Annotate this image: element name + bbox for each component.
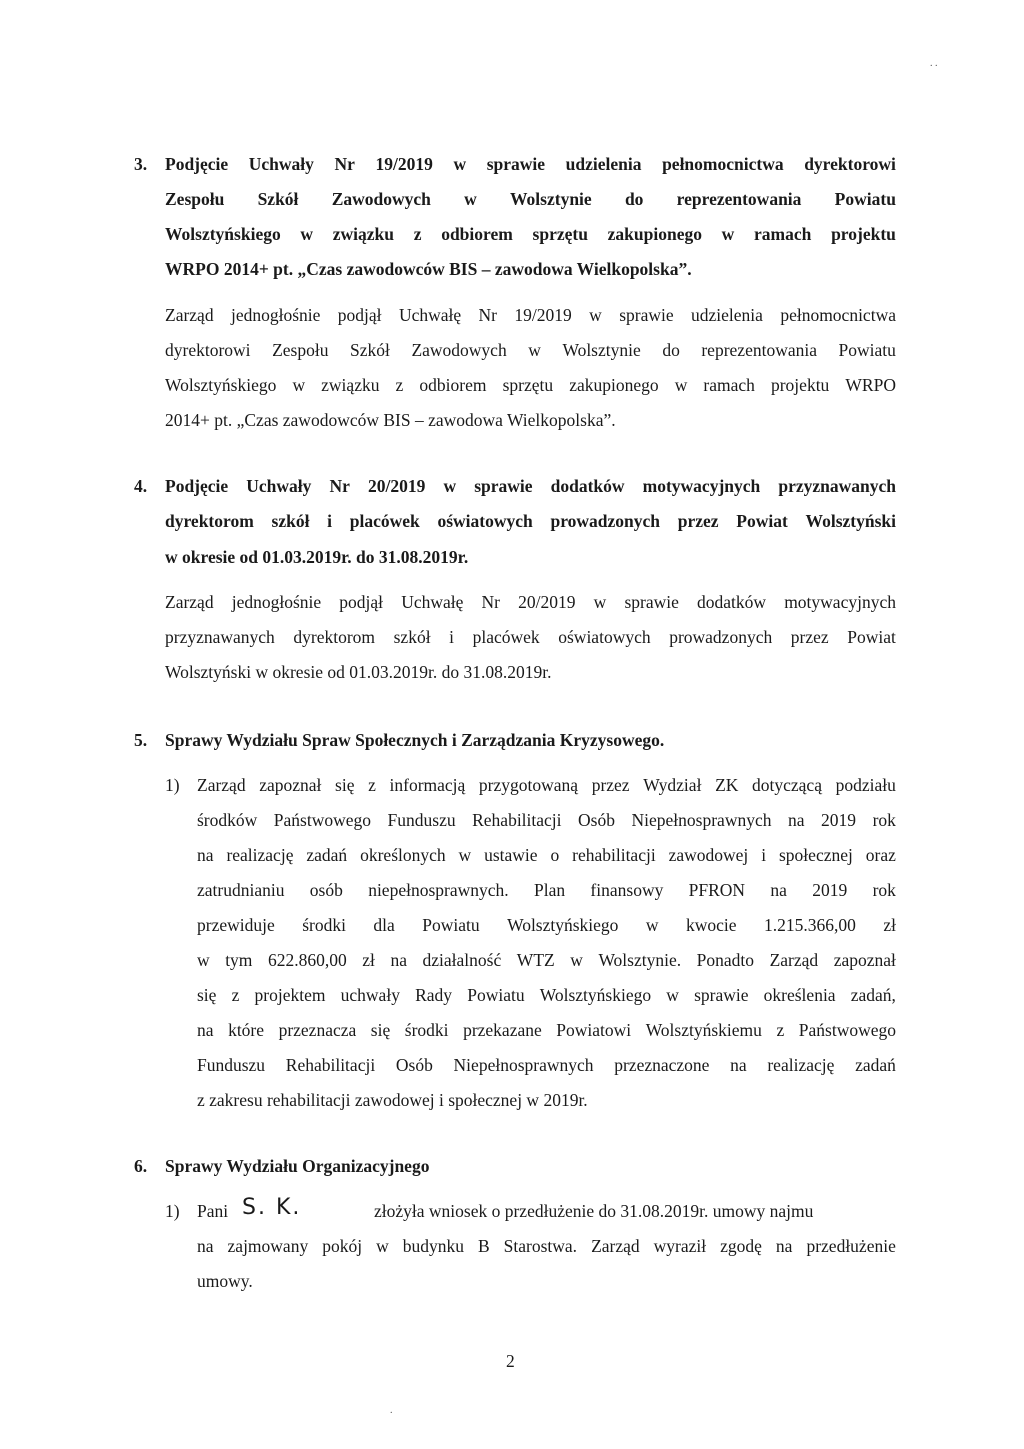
section-5-item-line: na które przeznacza się środki przekazane Powiatowi Wolsztyńskiemu z Państwowego bbox=[197, 1020, 896, 1040]
section-4-body-line: przyznawanych dyrektorom szkół i placówek oświatowych prowadzonych przez Powiat bbox=[165, 627, 896, 647]
section-4-title-line: Podjęcie Uchwały Nr 20/2019 w sprawie dodatków motywacyjnych przyznawanych bbox=[165, 476, 896, 496]
page-number: 2 bbox=[506, 1351, 515, 1371]
section-4-title-line: w okresie od 01.03.2019r. do 31.08.2019r. bbox=[165, 547, 469, 567]
section-3-body-line: dyrektorowi Zespołu Szkół Zawodowych w Wolsztynie do reprezentowania Powiatu bbox=[165, 340, 896, 360]
scan-speck: . bbox=[390, 1405, 393, 1416]
section-4-body-line: Zarząd jednogłośnie podjął Uchwałę Nr 20/2019 w sprawie dodatków motywacyjnych bbox=[165, 592, 896, 612]
section-5-item-line: środków Państwowego Funduszu Rehabilitacji Osób Niepełnosprawnych na 2019 rok bbox=[197, 810, 896, 830]
section-3-body-line: Zarząd jednogłośnie podjął Uchwałę Nr 19/2019 w sprawie udzielenia pełnomocnictwa bbox=[165, 305, 896, 325]
scan-speck: . . bbox=[930, 58, 938, 69]
section-5-item-line: się z projektem uchwały Rady Powiatu Wolsztyńskiego w sprawie określenia zadań, bbox=[197, 985, 896, 1005]
section-6-item-first-line: złożyła wniosek o przedłużenie do 31.08.2019r. umowy najmu bbox=[374, 1201, 814, 1221]
section-3-title-line: Podjęcie Uchwały Nr 19/2019 w sprawie udzielenia pełnomocnictwa dyrektorowi bbox=[165, 154, 896, 174]
section-5-title: Sprawy Wydziału Spraw Społecznych i Zarządzania Kryzysowego. bbox=[165, 730, 665, 750]
section-4-title-line: dyrektorom szkół i placówek oświatowych prowadzonych przez Powiat Wolsztyński bbox=[165, 511, 896, 531]
section-5-item-line: z zakresu rehabilitacji zawodowej i społecznej w 2019r. bbox=[197, 1090, 588, 1110]
section-5-item-line: Zarząd zapoznał się z informacją przygotowaną przez Wydział ZK dotyczącą podziału bbox=[197, 775, 896, 795]
section-6-title: Sprawy Wydziału Organizacyjnego bbox=[165, 1156, 430, 1176]
anonymized-initials: S. K. bbox=[242, 1195, 302, 1220]
section-4-number: 4. bbox=[134, 476, 148, 496]
section-5-item-line: zatrudnianiu osób niepełnosprawnych. Plan finansowy PFRON na 2019 rok bbox=[197, 880, 896, 900]
section-6-number: 6. bbox=[134, 1156, 148, 1176]
section-5-item-line: Funduszu Rehabilitacji Osób Niepełnosprawnych przeznaczone na realizację zadań bbox=[197, 1055, 896, 1075]
section-5-number: 5. bbox=[134, 730, 148, 750]
section-3-body-line: 2014+ pt. „Czas zawodowców BIS – zawodowa Wielkopolska”. bbox=[165, 410, 616, 430]
section-4-body-line: Wolsztyński w okresie od 01.03.2019r. do 31.08.2019r. bbox=[165, 662, 552, 682]
section-5-item-number: 1) bbox=[165, 775, 180, 795]
section-5-item-line: przewiduje środki dla Powiatu Wolsztyńskiego w kwocie 1.215.366,00 zł bbox=[197, 915, 896, 935]
section-6-item-number: 1) bbox=[165, 1201, 180, 1221]
section-3-title-line: Zespołu Szkół Zawodowych w Wolsztynie do reprezentowania Powiatu bbox=[165, 189, 896, 209]
section-3-number: 3. bbox=[134, 154, 148, 174]
section-3-body-line: Wolsztyńskiego w związku z odbiorem sprzętu zakupionego w ramach projektu WRPO bbox=[165, 375, 896, 395]
section-6-item-prefix: Pani bbox=[197, 1201, 229, 1221]
section-6-item-line: na zajmowany pokój w budynku B Starostwa. Zarząd wyraził zgodę na przedłużenie bbox=[197, 1236, 896, 1256]
section-6-item-line: umowy. bbox=[197, 1271, 253, 1291]
section-3-title-line: WRPO 2014+ pt. „Czas zawodowców BIS – zawodowa Wielkopolska”. bbox=[165, 259, 692, 279]
section-5-item-line: na realizację zadań określonych w ustawie o rehabilitacji zawodowej i społecznej oraz bbox=[197, 845, 896, 865]
section-3-title-line: Wolsztyńskiego w związku z odbiorem sprzętu zakupionego w ramach projektu bbox=[165, 224, 896, 244]
section-5-item-line: w tym 622.860,00 zł na działalność WTZ w Wolsztynie. Ponadto Zarząd zapoznał bbox=[197, 950, 896, 970]
